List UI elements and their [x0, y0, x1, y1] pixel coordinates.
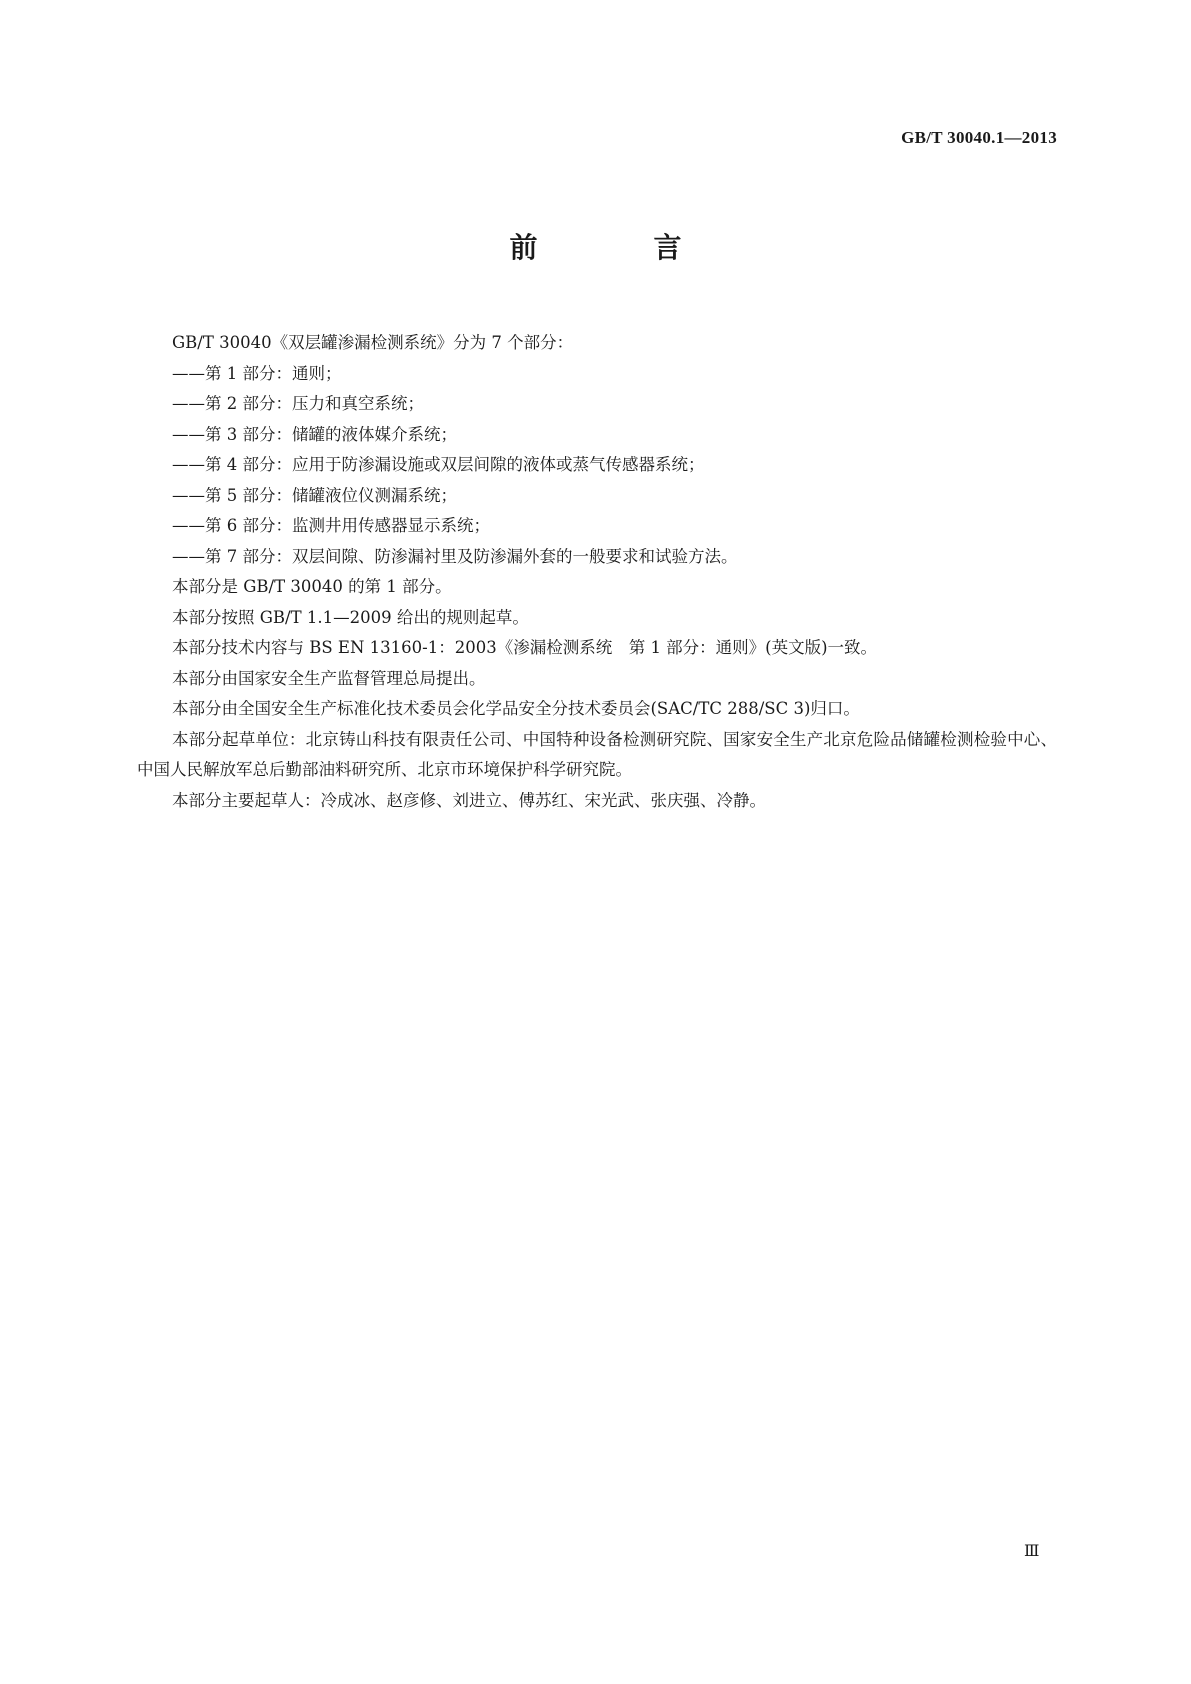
paragraph-technical-content: 本部分技术内容与 BS EN 13160-1：2003《渗漏检测系统 第 1 部分：通则》(英文版)一致。	[172, 638, 878, 657]
paragraph-parts-intro: GB/T 30040《双层罐渗漏检测系统》分为 7 个部分：	[172, 333, 574, 352]
page-number: Ⅲ	[1024, 1543, 1040, 1560]
paragraph-drafting-rules: 本部分按照 GB/T 1.1—2009 给出的规则起草。	[172, 607, 529, 627]
list-item-part-6: ——第 6 部分：监测井用传感器显示系统；	[172, 516, 490, 535]
list-item-part-3: ——第 3 部分：储罐的液体媒介系统；	[172, 424, 457, 444]
list-item-part-4: ——第 4 部分：应用于防渗漏设施或双层间隙的液体或蒸气传感器系统；	[172, 455, 705, 474]
paragraph-main-drafters: 本部分主要起草人：冷成冰、赵彦修、刘进立、傅苏红、宋光武、张庆强、冷静。	[172, 790, 766, 810]
standard-code: GB/T 30040.1—2013	[901, 128, 1057, 147]
paragraph-drafting-units: 本部分起草单位：北京铸山科技有限责任公司、中国特种设备检测研究院、国家安全生产北京危险品储罐检测检验中心、中国人民解放军总后勤部油料研究所、北京市环境保护科学研究院。	[137, 729, 1057, 779]
paragraph-this-part: 本部分是 GB/T 30040 的第 1 部分。	[172, 577, 452, 596]
foreword-body	[137, 328, 1057, 816]
list-item-part-7: ——第 7 部分：双层间隙、防渗漏衬里及防渗漏外套的一般要求和试验方法。	[172, 546, 738, 566]
paragraph-proposed-by: 本部分由国家安全生产监督管理总局提出。	[172, 668, 486, 688]
list-item-part-2: ——第 2 部分：压力和真空系统；	[172, 394, 424, 413]
list-item-part-5: ——第 5 部分：储罐液位仪测漏系统；	[172, 485, 457, 505]
page-title: 前 言	[509, 231, 726, 264]
paragraph-under-jurisdiction: 本部分由全国安全生产标准化技术委员会化学品安全分技术委员会(SAC/TC 288/SC 3)归口。	[172, 699, 860, 718]
list-item-part-1: ——第 1 部分：通则；	[172, 363, 342, 383]
